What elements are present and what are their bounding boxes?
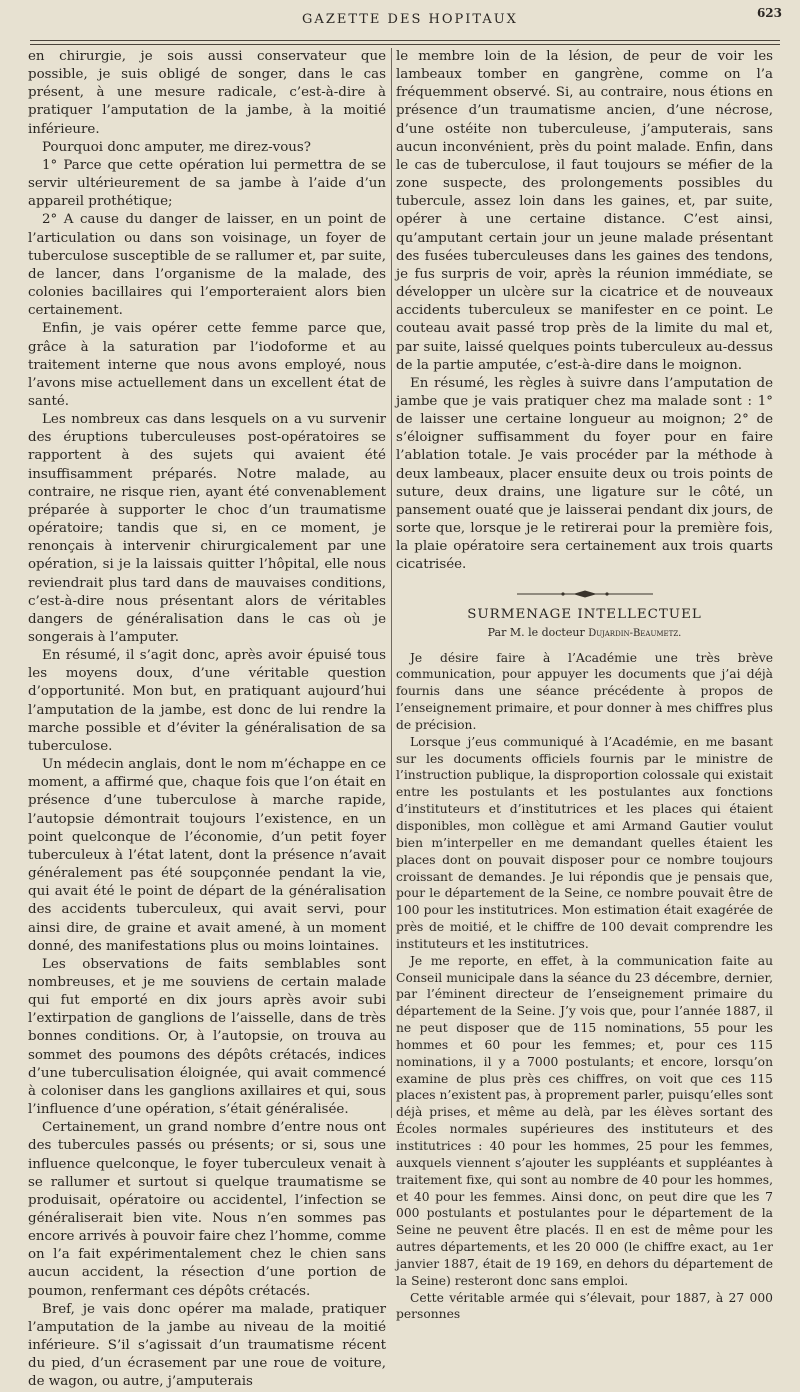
left-column [28, 48, 386, 1390]
byline-prefix: Par M. le docteur [487, 625, 585, 639]
paragraph: Un médecin anglais, dont le nom m’échappe en ce moment, a affirmé que, chaque fois que l’on était en présence d’une tuberculose à marche rapide, l’autopsie démontrait toujours l’existence, en un point quelconque de l’économie, d’un petit foyer tuberculeux à l’état latent, dont la présence n’avait généralement pas été soupçonnée pendant la vie, qui avait été le point de départ de la généralisation des accidents tuberculeux, qui avait servi, pour ainsi dire, de graine et avait amené, à un moment donné, des manifestations plus ou moins lointaines. [28, 757, 386, 954]
paragraph: Certainement, un grand nombre d’entre nous ont des tubercules passés ou présents; or si, sous une influence quelconque, le foyer tuberculeux venait à se rallumer et surtout si quelque traumatisme se produisait, opératoire ou accidentel, l’infection se généraliserait bien vite. Nous n’en sommes pas encore arrivés à pouvoir faire chez l’homme, comme on l’a fait expérimentalement chez le chien sans aucun accident, la résection d’une portion de poumon, renfermant ces dépôts crétacés. [28, 1120, 386, 1299]
paragraph: En résumé, il s’agit donc, après avoir épuisé tous les moyens doux, d’une véritable question d’opportunité. Mon but, en pratiquant aujourd’hui l’amputation de la jambe, est donc de lui rendre la marche possible et d’éviter la généralisation de sa tuberculose. [28, 648, 386, 754]
paragraph: 1° Parce que cette opération lui permettra de se servir ultérieurement de sa jambe à l’aide d’un appareil prothétique; [28, 157, 386, 210]
column-separator [391, 48, 392, 1118]
paragraph: le membre loin de la lésion, de peur de voir les lambeaux tomber en gangrène, comme on l’a fréquemment observé. Si, au contraire, nous étions en présence d’un traumatisme ancien, d’une nécrose, d’une ostéite non tuberculeuse, j’amputerais, sans aucun inconvénient, près du point malade. Enfin, dans le cas de tuberculose, il faut toujours se méfier de la zone suspecte, des prolongements possibles du tubercule, assez loin dans les gaines, et, par suite, opérer à une certaine distance. C’est ainsi, qu’amputant certain jour un jeune malade présentant des fusées tuberculeuses dans les gaines des tendons, je fus surpris de voir, après la réunion immédiate, se développer un ulcère sur la cicatrice et de nouveaux accidents tuberculeux se manifester en ce point. Le couteau avait passé trop près de la limite du mal et, par suite, laissé quelques points tuberculeux au-dessus de la partie amputée, c’est-à-dire dans le moignon. [396, 49, 773, 373]
byline-author: Dujardin-Beaumetz. [588, 627, 682, 639]
paragraph: Je désire faire à l’Académie une très brève communication, pour appuyer les documents que j’ai déjà fournis dans une séance précédente à propos de l’enseignement primaire, et pour donner à mes chiffres plus de précision. [396, 650, 773, 732]
paragraph: Enfin, je vais opérer cette femme parce que, grâce à la saturation par l’iodoforme et au traitement interne que nous avons employé, nous l’avons mise actuellement dans un excellent état de santé. [28, 321, 386, 409]
byline [396, 625, 773, 642]
paragraph: Les nombreux cas dans lesquels on a vu survenir des éruptions tuberculeuses post-opératoires se rapportent à des sujets qui avaient été insuffisamment préparés. Notre malade, au contraire, ne risque rien, ayant été convenablement préparée à supporter le choc d’un traumatisme opératoire; tandis que si, en ce moment, je renonçais à intervenir chirurgicalement par une opération, si je la laissais quitter l’hôpital, elle nous reviendrait plus tard dans de mauvaises conditions, c’est-à-dire nous présentant alors de véritables dangers de généralisation dans le cas où je songerais à l’amputer. [28, 412, 386, 645]
paragraph: Pourquoi donc amputer, me direz-vous? [42, 139, 311, 155]
paragraph: Bref, je vais donc opérer ma malade, pratiquer l’amputation de la jambe au niveau de la moitié inférieure. S’il s’agissait d’un traumatisme récent du pied, d’un écrasement par une roue de voiture, de wagon, ou autre, j’amputerais [28, 1301, 386, 1390]
right-column [396, 48, 773, 1322]
paragraph: Je me reporte, en effet, à la communication faite au Conseil municipale dans la séance du 23 décembre, dernier, par l’éminent directeur de l’enseignement primaire du département de la Seine. J’y vois que, pour l’année 1887, il ne peut disposer que de 115 nominations, 55 pour les hommes et 60 pour les femmes; et, pour ces 115 nominations, il y a 7000 postulants; et encore, lorsqu’on examine de plus près ces chiffres, on voit que ces 115 places n’existent pas, à proprement parler, puisqu’elles sont déjà prises, et même au delà, par les élèves sortant des Écoles normales supérieures des instituteurs et des institutrices : 40 pour les hommes, 25 pour les femmes, auxquels viennent s’ajouter les suppléants et suppléantes à traitement fixe, qui sont au nombre de 40 pour les hommes, et 40 pour les femmes. Ainsi donc, on peut dire que les 7 000 postulants et postulantes pour le département de la Seine ne peuvent être placés. Il en est de même pour les autres départements, et les 20 000 (le chiffre exact, au 1er janvier 1887, était de 19 169, en dehors du département de la Seine) resteront donc sans emploi. [396, 953, 773, 1288]
paragraph: Cette véritable armée qui s’élevait, pour 1887, à 27 000 personnes [396, 1290, 773, 1322]
header-rule-bottom [30, 44, 780, 45]
header-rule-top [30, 40, 780, 41]
paragraph: Les observations de faits semblables sont nombreuses, et je me souviens de certain malade qui fut emporté en dix jours après avoir subi l’extirpation de ganglions de l’aisselle, dans de très bonnes conditions. Or, à l’autopsie, on trouva au sommet des poumons des dépôts crétacés, indices d’une tuberculisation éloignée, qui avait commencé à coloniser dans les ganglions axillaires et qui, sous l’influence d’une opération, s’était généralisée. [28, 956, 386, 1118]
section-ornament [396, 587, 773, 599]
paragraph: en chirurgie, je sois aussi conservateur que possible, je suis obligé de songer, dans le cas présent, à une mesure radicale, c’est-à-dire à pratiquer l’amputation de la jambe, à la moitié inférieure. [28, 49, 386, 137]
running-title: GAZETTE DES HOPITAUX [302, 12, 518, 27]
article-body [396, 650, 773, 1324]
paragraph: 2° A cause du danger de laisser, en un point de l’articulation ou dans son voisinage, un foyer de tuberculose susceptible de se rallumer et, par suite, de lancer, dans l’organisme de la malade, des colonies bacillaires qui l’emporteraient alors bien certainement. [28, 212, 386, 319]
section-title: SURMENAGE INTELLECTUEL [467, 606, 702, 622]
page-header [30, 4, 790, 40]
paragraph: Lorsque j’eus communiqué à l’Académie, en me basant sur les documents officiels fournis par le ministre de l’instruction publique, la disproportion colossale qui existait entre les postulants et les postulantes aux fonctions d’instituteurs et d’institutrices et les places qui étaient disponibles, mon collègue et ami Armand Gautier voulut bien m’interpeller en me demandant quelles étaient les places dont on pouvait disposer pour ce nombre toujours croissant de demandes. Je lui répondis que je pensais que, pour le département de la Seine, ce nombre pouvait être de 100 pour les institutrices. Mon estimation était exagérée de près de moitié, et le chiffre de 100 devait comprendre les instituteurs et les institutrices. [396, 734, 773, 951]
ornament-divider-icon [515, 589, 655, 599]
page-number: 623 [756, 6, 782, 20]
paragraph: En résumé, les règles à suivre dans l’amputation de jambe que je vais pratiquer chez ma malade sont : 1° de laisser une certaine longueur au moignon; 2° de s’éloigner suffisamment du foyer pour en faire l’ablation totale. Je vais procéder par la méthode à deux lambeaux, placer ensuite deux ou trois points de suture, deux drains, une ligature sur le côté, un pansement ouaté que je laisserai pendant dix jours, de sorte que, lorsque je le retirerai pour la première fois, la plaie opératoire sera certainement aux trois quarts cicatrisée. [396, 375, 773, 573]
